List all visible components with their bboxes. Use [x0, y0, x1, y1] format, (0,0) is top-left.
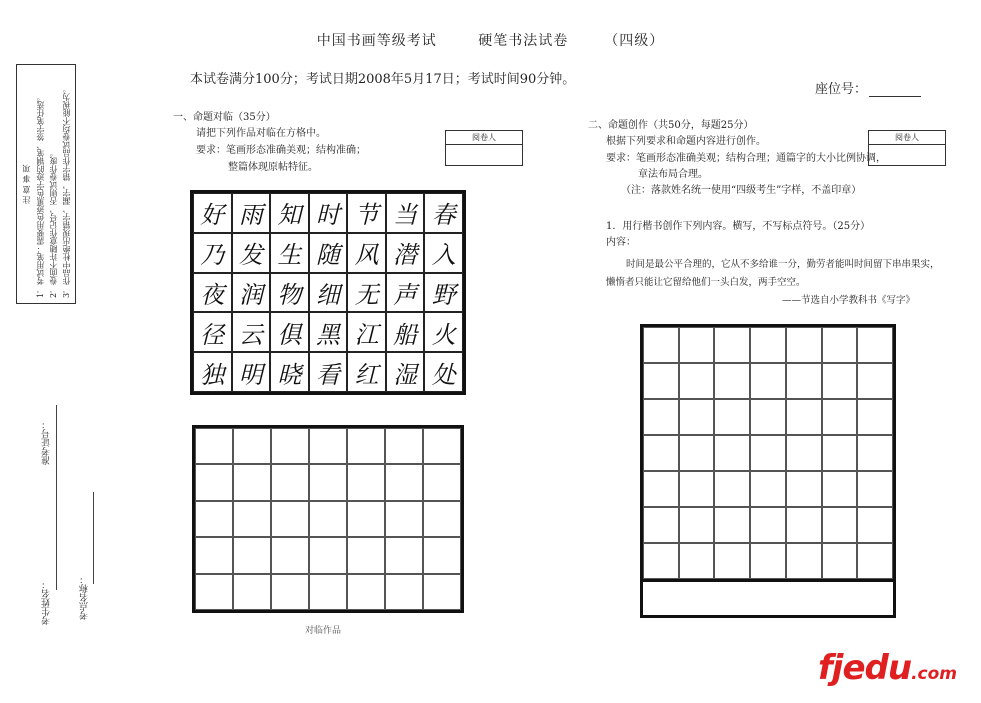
exam-site-field[interactable]	[93, 492, 94, 584]
model-character: 径	[193, 312, 232, 352]
writing-cell[interactable]	[714, 399, 750, 435]
writing-cell[interactable]	[309, 464, 347, 500]
writing-cell[interactable]	[271, 428, 309, 464]
model-character: 云	[232, 312, 271, 352]
writing-cell[interactable]	[195, 464, 233, 500]
model-character: 晓	[270, 352, 309, 392]
writing-cell[interactable]	[786, 471, 822, 507]
exam-info: 本试卷满分100分；考试日期2008年5月17日；考试时间90分钟。	[190, 72, 576, 87]
writing-cell[interactable]	[233, 428, 271, 464]
writing-cell[interactable]	[857, 327, 893, 363]
section1-requirement-1: 要求：笔画形态准确美观；结构准确；	[196, 145, 366, 156]
level-label: （四级）	[604, 33, 665, 49]
seat-number	[815, 78, 921, 97]
model-characters-grid	[190, 190, 466, 395]
writing-cell[interactable]	[233, 464, 271, 500]
model-character: 野	[424, 273, 463, 313]
writing-cell[interactable]	[347, 574, 385, 610]
model-character: 潜	[386, 233, 425, 273]
model-character: 江	[347, 312, 386, 352]
writing-cell[interactable]	[643, 363, 679, 399]
candidate-name-field[interactable]	[56, 500, 57, 590]
writing-cell[interactable]	[857, 399, 893, 435]
reviewer-label: 阅卷人	[869, 131, 945, 145]
writing-cell[interactable]	[857, 363, 893, 399]
writing-cell[interactable]	[195, 501, 233, 537]
notice-item-3: 3．作品中杜绝出现错字、漏字，错字作品试卷均不能视为。	[62, 84, 71, 298]
model-character: 物	[270, 273, 309, 313]
writing-cell[interactable]	[385, 501, 423, 537]
writing-cell[interactable]	[643, 471, 679, 507]
writing-cell[interactable]	[750, 471, 786, 507]
section2-reviewer-box[interactable]	[868, 130, 946, 166]
passage-source: ——节选自小学教科书《写字》	[782, 295, 916, 306]
model-character: 湿	[386, 352, 425, 392]
writing-cell[interactable]	[679, 363, 715, 399]
writing-cell[interactable]	[347, 464, 385, 500]
writing-cell[interactable]	[714, 543, 750, 579]
writing-cell[interactable]	[786, 363, 822, 399]
model-character: 乃	[193, 233, 232, 273]
writing-cell[interactable]	[385, 537, 423, 573]
writing-cell[interactable]	[786, 399, 822, 435]
candidate-name-label: 考生姓名：	[42, 580, 52, 625]
model-character: 看	[309, 352, 348, 392]
writing-cell[interactable]	[347, 501, 385, 537]
section2-note: （注：落款姓名统一使用“四级考生”字样，不盖印章）	[621, 185, 862, 196]
writing-cell[interactable]	[423, 464, 461, 500]
writing-cell[interactable]	[750, 327, 786, 363]
writing-cell[interactable]	[750, 399, 786, 435]
writing-cell[interactable]	[750, 507, 786, 543]
writing-cell[interactable]	[643, 327, 679, 363]
writing-cell[interactable]	[347, 428, 385, 464]
writing-cell[interactable]	[679, 543, 715, 579]
writing-cell[interactable]	[822, 399, 858, 435]
writing-cell[interactable]	[857, 435, 893, 471]
writing-cell[interactable]	[679, 327, 715, 363]
writing-cell[interactable]	[271, 537, 309, 573]
writing-cell[interactable]	[822, 327, 858, 363]
writing-cell[interactable]	[679, 435, 715, 471]
seat-label: 座位号：	[815, 82, 868, 97]
model-character: 细	[309, 273, 348, 313]
writing-cell[interactable]	[714, 471, 750, 507]
exam-header	[0, 30, 981, 50]
ticket-number-label: 准考证号：	[42, 420, 52, 465]
logo-main: fjedu	[818, 648, 912, 688]
model-character: 俱	[270, 312, 309, 352]
section2-requirement-2: 章法布局合理。	[638, 169, 708, 180]
model-character: 春	[424, 193, 463, 233]
section1-reviewer-box[interactable]	[445, 130, 523, 166]
model-character: 润	[232, 273, 271, 313]
writing-cell[interactable]	[857, 507, 893, 543]
notice-item-2: 2．卷面不许随意作记号，否则试卷作废。	[49, 148, 58, 298]
writing-cell[interactable]	[423, 574, 461, 610]
model-character: 无	[347, 273, 386, 313]
writing-cell[interactable]	[714, 327, 750, 363]
model-character: 随	[309, 233, 348, 273]
writing-cell[interactable]	[643, 435, 679, 471]
writing-cell[interactable]	[643, 399, 679, 435]
writing-cell[interactable]	[423, 428, 461, 464]
writing-cell[interactable]	[822, 471, 858, 507]
writing-cell[interactable]	[822, 435, 858, 471]
model-character: 时	[309, 193, 348, 233]
model-character: 声	[386, 273, 425, 313]
section1-heading: 一、命题对临（35分）	[173, 112, 276, 123]
writing-cell[interactable]	[385, 574, 423, 610]
writing-cell[interactable]	[857, 543, 893, 579]
section2-instruction: 根据下列要求和命题内容进行创作。	[606, 136, 766, 147]
writing-cell[interactable]	[233, 501, 271, 537]
writing-cell[interactable]	[233, 537, 271, 573]
writing-cell[interactable]	[822, 543, 858, 579]
writing-cell[interactable]	[309, 501, 347, 537]
writing-cell[interactable]	[385, 428, 423, 464]
seat-blank[interactable]	[869, 82, 921, 97]
writing-cell[interactable]	[643, 543, 679, 579]
writing-cell[interactable]	[271, 464, 309, 500]
writing-cell[interactable]	[643, 507, 679, 543]
writing-cell[interactable]	[271, 501, 309, 537]
copy-practice-grid[interactable]	[192, 425, 464, 613]
model-character: 好	[193, 193, 232, 233]
model-character: 船	[386, 312, 425, 352]
model-character: 入	[424, 233, 463, 273]
writing-cell[interactable]	[423, 501, 461, 537]
model-character: 当	[386, 193, 425, 233]
writing-cell[interactable]	[195, 574, 233, 610]
model-character: 雨	[232, 193, 271, 233]
question-1: 1．用行楷书创作下列内容。横写，不写标点符号。（25分）	[606, 221, 871, 232]
copy-grid-caption: 对临作品	[305, 626, 342, 636]
model-character: 发	[232, 233, 271, 273]
writing-cell[interactable]	[786, 327, 822, 363]
section1-requirement-2: 整篇体现原帖特征。	[228, 162, 318, 173]
signature-area[interactable]	[640, 580, 896, 618]
creation-grid[interactable]	[640, 324, 896, 582]
model-character: 知	[270, 193, 309, 233]
writing-cell[interactable]	[786, 507, 822, 543]
model-character: 火	[424, 312, 463, 352]
writing-cell[interactable]	[786, 435, 822, 471]
writing-cell[interactable]	[750, 435, 786, 471]
writing-cell[interactable]	[750, 543, 786, 579]
model-character: 节	[347, 193, 386, 233]
paper-title: 硬笔书法试卷	[478, 33, 569, 49]
writing-cell[interactable]	[714, 435, 750, 471]
passage-line-1: 时间是最公平合理的，它从不多给谁一分，勤劳者能叫时间留下串串果实，	[626, 259, 940, 270]
writing-cell[interactable]	[385, 464, 423, 500]
reviewer-label: 阅卷人	[446, 131, 522, 145]
passage-line-2: 懒惰者只能让它留给他们一头白发，两手空空。	[606, 277, 806, 288]
model-character: 夜	[193, 273, 232, 313]
notice-heading: 注 意 事 项	[22, 164, 31, 204]
section2-requirement-1: 要求：笔画形态准确美观；结构合理；通篇字的大小比例协调，	[606, 153, 886, 164]
notice-item-1: 1．考试用笔：需要用色迹黑色字迹的钢笔、签字笔任选。	[36, 92, 45, 298]
section1-instruction: 请把下列作品对临在方格中。	[196, 128, 326, 139]
site-logo	[818, 648, 957, 688]
model-character: 处	[424, 352, 463, 392]
section2-heading: 二、命题创作（共50分，每题25分）	[588, 120, 754, 131]
model-character: 明	[232, 352, 271, 392]
model-character: 风	[347, 233, 386, 273]
writing-cell[interactable]	[679, 399, 715, 435]
writing-cell[interactable]	[309, 574, 347, 610]
logo-domain: .com	[911, 664, 957, 684]
model-character: 独	[193, 352, 232, 392]
writing-cell[interactable]	[195, 537, 233, 573]
writing-cell[interactable]	[347, 537, 385, 573]
writing-cell[interactable]	[822, 507, 858, 543]
writing-cell[interactable]	[786, 543, 822, 579]
writing-cell[interactable]	[714, 363, 750, 399]
writing-cell[interactable]	[822, 363, 858, 399]
writing-cell[interactable]	[750, 363, 786, 399]
writing-cell[interactable]	[195, 428, 233, 464]
writing-cell[interactable]	[857, 471, 893, 507]
model-character: 黑	[309, 312, 348, 352]
writing-cell[interactable]	[679, 507, 715, 543]
writing-cell[interactable]	[233, 574, 271, 610]
writing-cell[interactable]	[309, 428, 347, 464]
writing-cell[interactable]	[423, 537, 461, 573]
writing-cell[interactable]	[309, 537, 347, 573]
model-character: 红	[347, 352, 386, 392]
writing-cell[interactable]	[271, 574, 309, 610]
content-label: 内容：	[606, 237, 636, 248]
writing-cell[interactable]	[679, 471, 715, 507]
exam-site-label: 考点名称：	[80, 575, 90, 620]
writing-cell[interactable]	[714, 507, 750, 543]
model-character: 生	[270, 233, 309, 273]
exam-title: 中国书画等级考试	[316, 33, 437, 49]
